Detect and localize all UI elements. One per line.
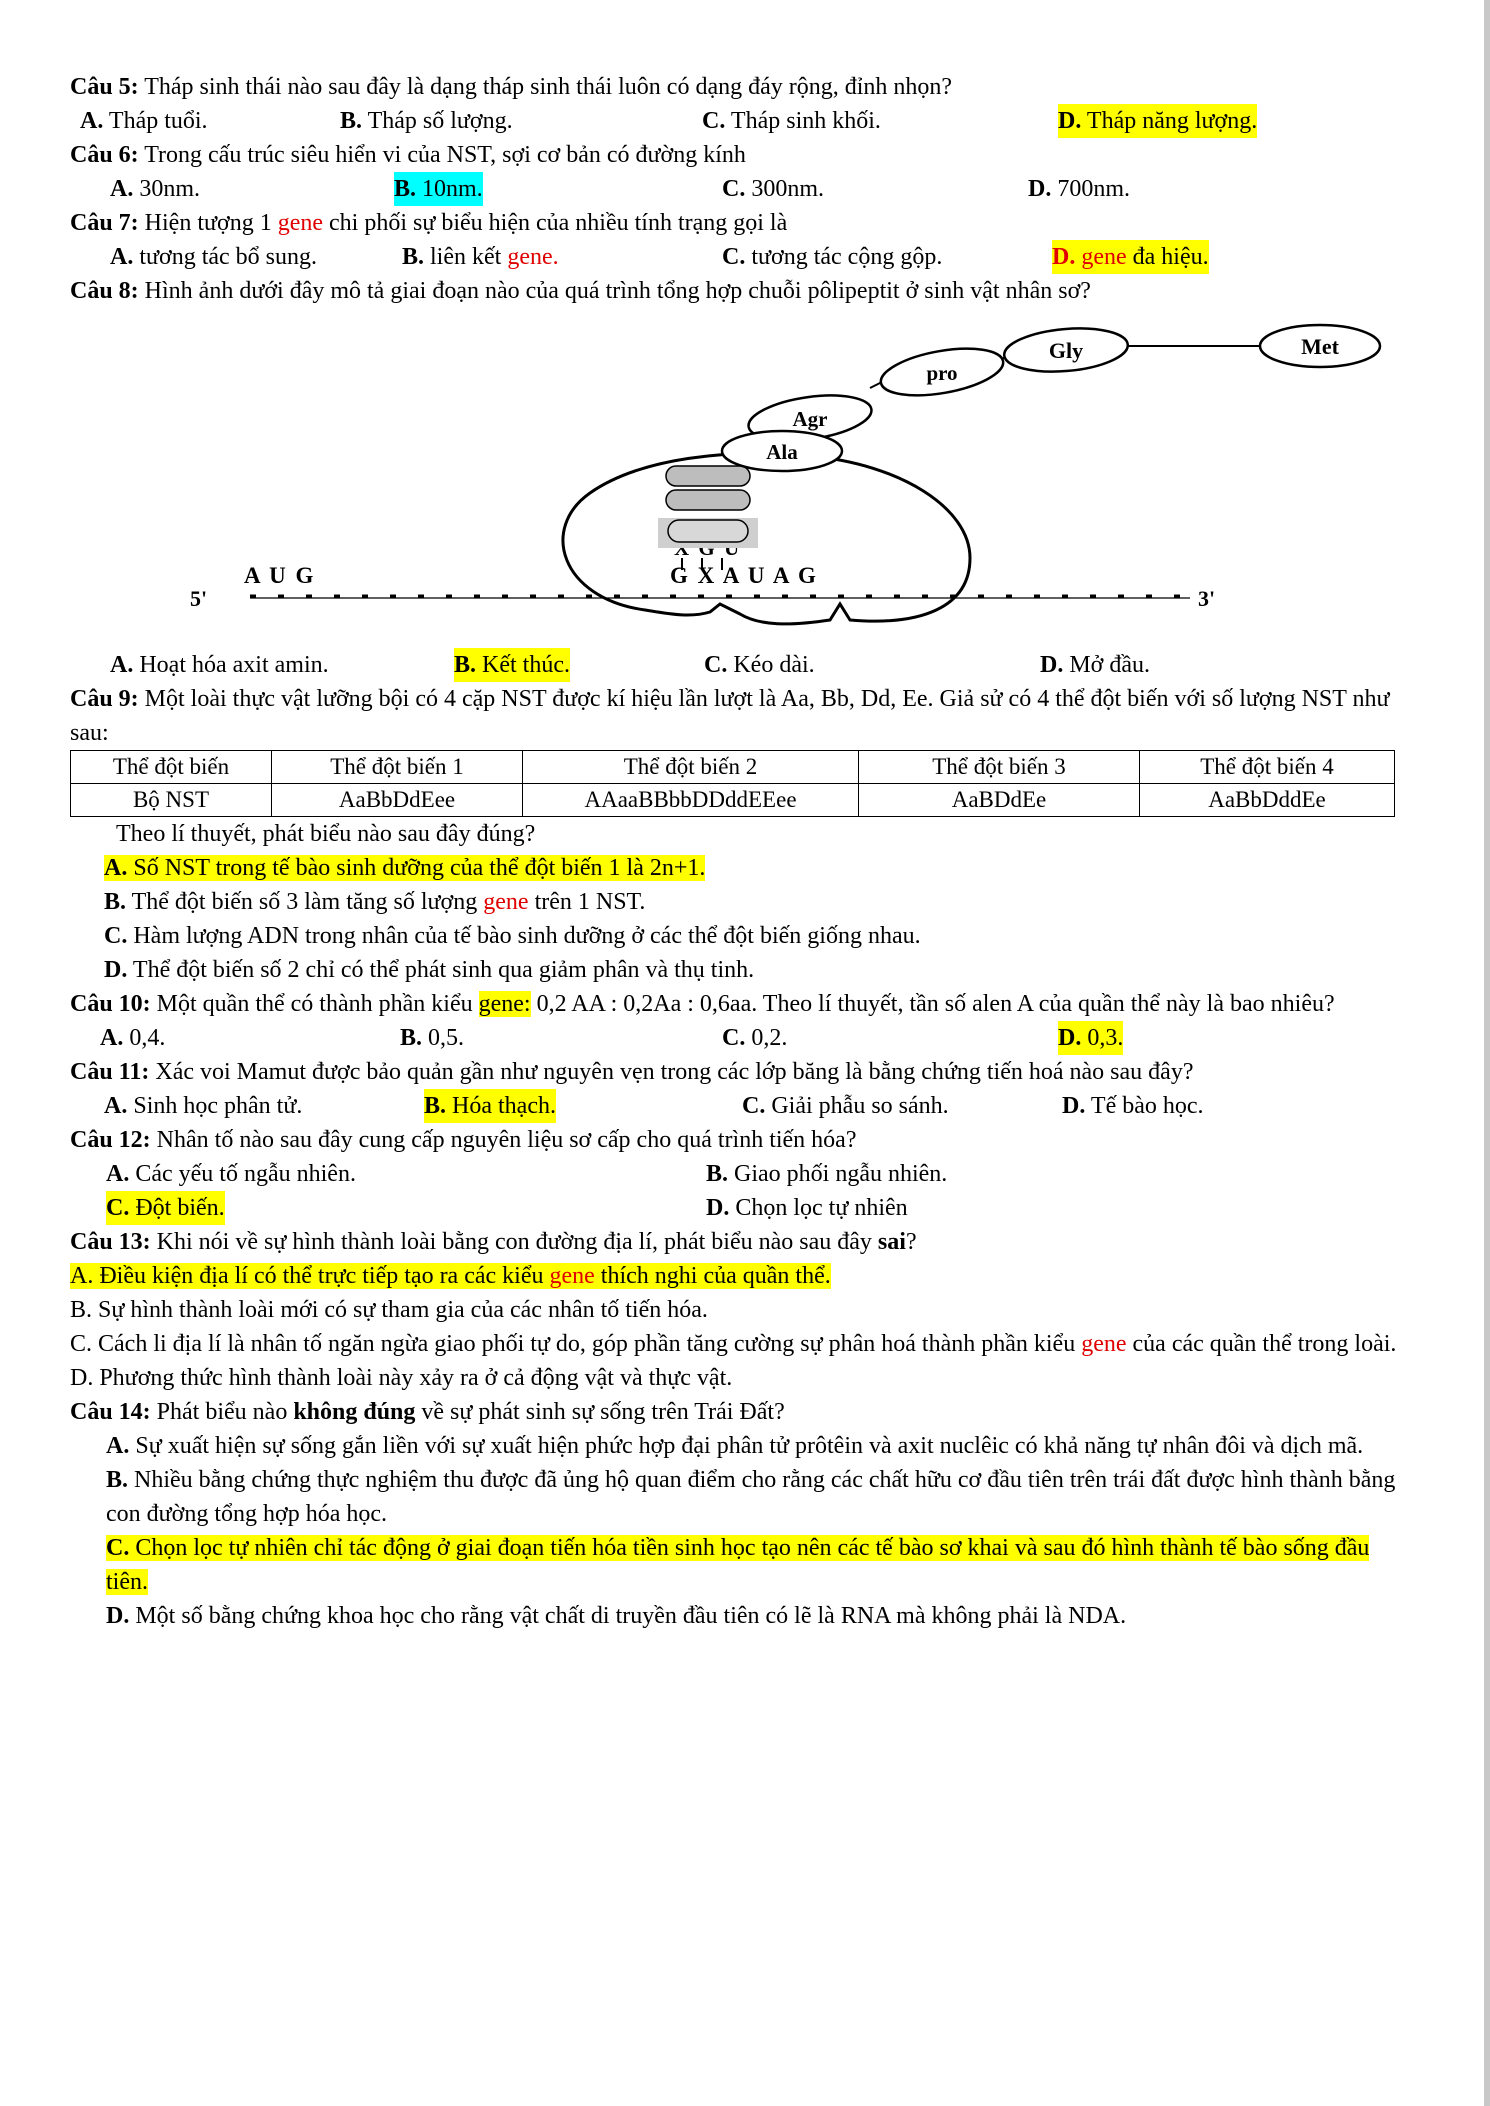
option-b[interactable]: B. 0,5. (400, 1025, 465, 1051)
option-c-answer[interactable]: C. Đột biến. (106, 1191, 225, 1225)
question-5 (70, 70, 1400, 104)
svg-text:Ala: Ala (766, 440, 798, 464)
question-text: Trong cấu trúc siêu hiển vi của NST, sợi cơ bản có đường kính (138, 142, 746, 168)
question-label: Câu 8: (70, 278, 139, 304)
start-codon: A U G (244, 563, 316, 588)
options-row (70, 1089, 1400, 1123)
options-row (70, 648, 1400, 682)
question-14: Câu 14: Phát biểu nào không đúng về sự phát sinh sự sống trên Trái Đất? (70, 1399, 785, 1425)
question-label: Câu 10: (70, 991, 151, 1017)
table-cell: AaBbDdEee (272, 784, 523, 817)
option-d[interactable]: D. Phương thức hình thành loài này xảy ra ở cả động vật và thực vật. (70, 1365, 733, 1391)
option-b[interactable]: B. Nhiều bằng chứng thực nghiệm thu được đã ủng hộ quan điểm cho rằng các chất hữu cơ đầu tiên trên trái đất được hình thành bằng con đường tổng hợp hóa học. (106, 1467, 1396, 1527)
question-label: Câu 5: (70, 74, 139, 100)
option-b[interactable]: B. Thể đột biến số 3 làm tăng số lượng gene trên 1 NST. (104, 889, 646, 915)
option-c[interactable]: C. tương tác cộng gộp. (722, 244, 943, 270)
option-a[interactable]: A. tương tác bổ sung. (110, 244, 318, 270)
nst-table (70, 750, 1395, 817)
options-row (70, 104, 1400, 138)
svg-text:Agr: Agr (792, 407, 828, 431)
question-label: Câu 7: (70, 210, 139, 236)
option-c-answer[interactable]: C. Chọn lọc tự nhiên chỉ tác động ở giai đoạn tiến hóa tiền sinh học tạo nên các tế bào sơ khai và sau đó hình thành tế bào sống đầu tiên. (106, 1535, 1370, 1595)
options-row (70, 1157, 1400, 1191)
question-10: Câu 10: Một quần thể có thành phần kiểu gene: 0,2 AA : 0,2Aa : 0,6aa. Theo lí thuyết, tần số alen A của quần thể này là bao nhiêu? (70, 991, 1335, 1017)
option-d[interactable]: D. Tế bào học. (1062, 1093, 1204, 1119)
question-text: Tháp sinh thái nào sau đây là dạng tháp sinh thái luôn có dạng đáy rộng, đỉnh nhọn? (138, 74, 953, 100)
question-8 (70, 274, 1400, 308)
options-row (70, 172, 1400, 206)
table-cell: AAaaBBbbDDddEEee (523, 784, 859, 817)
question-6 (70, 138, 1400, 172)
table-row (71, 784, 1395, 817)
emphasis: không đúng (293, 1399, 416, 1425)
option-c[interactable]: C. 0,2. (722, 1025, 788, 1051)
option-a[interactable]: A. 30nm. (110, 176, 201, 202)
option-a[interactable]: A. Sự xuất hiện sự sống gắn liền với sự xuất hiện phức hợp đại phân tử prôtêin và axit nuclêic có khả năng tự nhân đôi và dịch mã. (106, 1433, 1364, 1459)
table-cell: Thể đột biến 4 (1140, 751, 1395, 784)
option-a-answer[interactable]: A. Điều kiện địa lí có thể trực tiếp tạo ra các kiểu gene thích nghi của quần thể. (70, 1263, 831, 1289)
question-13: Câu 13: Khi nói về sự hình thành loài bằng con đường địa lí, phát biểu nào sau đây sai? (70, 1229, 917, 1255)
table-cell: Thể đột biến 2 (523, 751, 859, 784)
option-b[interactable]: B. Giao phối ngẫu nhiên. (706, 1161, 948, 1187)
table-cell: Thể đột biến 3 (859, 751, 1140, 784)
option-b[interactable]: B. liên kết gene. (402, 244, 559, 270)
option-b-answer[interactable]: B. Hóa thạch. (424, 1089, 556, 1123)
option-c[interactable]: C. Hàm lượng ADN trong nhân của tế bào sinh dưỡng ở các thể đột biến giống nhau. (104, 923, 921, 949)
options-row (70, 240, 1400, 274)
question-label: Câu 13: (70, 1229, 151, 1255)
option-d[interactable]: D. Mở đầu. (1040, 652, 1151, 678)
question-text: Hình ảnh dưới đây mô tả giai đoạn nào của quá trình tổng hợp chuỗi pôlipeptit ở sinh vật nhân sơ? (138, 278, 1091, 304)
question-text: Xác voi Mamut được bảo quản gần như nguyên vẹn trong các lớp băng là bằng chứng tiến hoá nào sau đây? (149, 1059, 1194, 1085)
svg-text:Met: Met (1301, 334, 1339, 359)
option-a[interactable]: A. Sinh học phân tử. (104, 1093, 303, 1119)
table-cell: AaBbDddEe (1140, 784, 1395, 817)
option-d[interactable]: D. Một số bằng chứng khoa học cho rằng vật chất di truyền đầu tiên có lẽ là RNA mà không phải là NDA. (106, 1603, 1127, 1629)
option-a[interactable]: A. Các yếu tố ngẫu nhiên. (106, 1161, 356, 1187)
question-prompt: Theo lí thuyết, phát biểu nào sau đây đúng? (116, 821, 536, 847)
svg-text:Gly: Gly (1048, 338, 1084, 363)
ribosome-svg (70, 308, 1400, 648)
option-c[interactable]: C. Tháp sinh khối. (702, 108, 881, 134)
emphasis: sai (877, 1229, 906, 1255)
question-label: Câu 6: (70, 142, 139, 168)
option-d-answer[interactable]: D. gene đa hiệu. (1052, 240, 1209, 274)
question-text: Nhân tố nào sau đây cung cấp nguyên liệu sơ cấp cho quá trình tiến hóa? (150, 1127, 857, 1153)
options-row (70, 1021, 1400, 1055)
option-c[interactable]: C. Cách li địa lí là nhân tố ngăn ngừa giao phối tự do, góp phần tăng cường sự phân hoá thành phần kiểu gene của các quần thể trong loài. (70, 1331, 1397, 1357)
option-b-answer[interactable]: B. 10nm. (394, 172, 483, 206)
option-d-answer[interactable]: D. 0,3. (1058, 1021, 1123, 1055)
question-12 (70, 1123, 1400, 1157)
mrna-codons: G X A U A G (670, 563, 818, 588)
question-7: Câu 7: Hiện tượng 1 gene chi phối sự biểu hiện của nhiều tính trạng gọi là (70, 210, 788, 236)
option-a-answer[interactable]: A. Số NST trong tế bào sinh dưỡng của thể đột biến 1 là 2n+1. (104, 855, 706, 881)
question-label: Câu 9: (70, 686, 139, 712)
option-d-answer[interactable]: D. Tháp năng lượng. (1058, 104, 1257, 138)
table-cell: Thể đột biến 1 (272, 751, 523, 784)
option-b-answer[interactable]: B. Kết thúc. (454, 648, 570, 682)
table-cell: Thể đột biến (71, 751, 272, 784)
table-cell: AaBDdEe (859, 784, 1140, 817)
table-cell: Bộ NST (71, 784, 272, 817)
option-c[interactable]: C. Kéo dài. (704, 652, 815, 678)
translation-diagram (70, 308, 1400, 648)
option-d[interactable]: D. Chọn lọc tự nhiên (706, 1195, 908, 1221)
gene-word: gene (277, 210, 324, 236)
svg-text:pro: pro (926, 361, 958, 385)
question-9 (70, 682, 1400, 750)
table-header-row (71, 751, 1395, 784)
three-prime-label: 3' (1198, 586, 1216, 611)
option-b[interactable]: B. Tháp số lượng. (340, 108, 513, 134)
option-a[interactable]: A. 0,4. (100, 1025, 166, 1051)
question-label: Câu 14: (70, 1399, 151, 1425)
five-prime-label: 5' (190, 586, 208, 611)
option-d[interactable]: D. Thể đột biến số 2 chỉ có thể phát sinh qua giảm phân và thụ tinh. (104, 957, 755, 983)
gene-word: gene: (478, 991, 531, 1017)
option-d[interactable]: D. 700nm. (1028, 176, 1131, 202)
question-11 (70, 1055, 1400, 1089)
question-text: Một loài thực vật lưỡng bội có 4 cặp NST được kí hiệu lần lượt là Aa, Bb, Dd, Ee. Giả sử có 4 thể đột biến với số lượng NST như sau: (70, 686, 1390, 746)
option-c[interactable]: C. 300nm. (722, 176, 825, 202)
question-label: Câu 12: (70, 1127, 151, 1153)
option-a[interactable]: A. Tháp tuổi. (80, 108, 208, 134)
option-a[interactable]: A. Hoạt hóa axit amin. (110, 652, 329, 678)
options-row (70, 1191, 1400, 1225)
question-label: Câu 11: (70, 1059, 150, 1085)
option-c[interactable]: C. Giải phẫu so sánh. (742, 1093, 949, 1119)
option-b[interactable]: B. Sự hình thành loài mới có sự tham gia của các nhân tố tiến hóa. (70, 1297, 708, 1323)
